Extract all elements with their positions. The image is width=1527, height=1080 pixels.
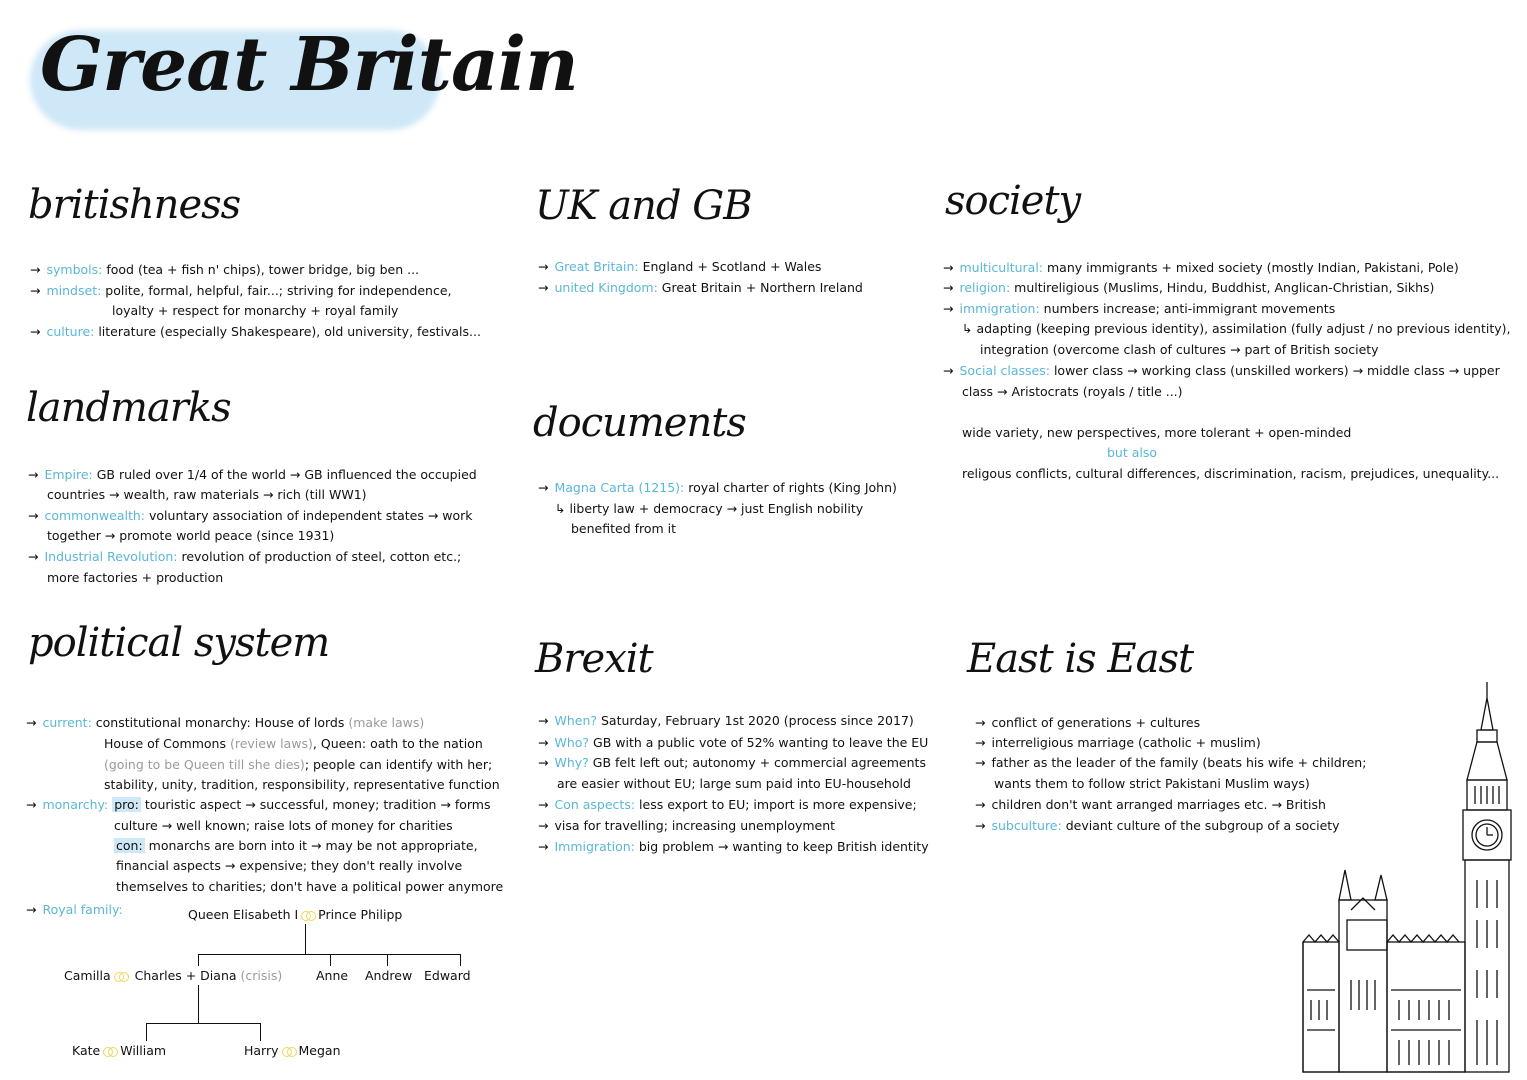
society-conflicts: religous conflicts, cultural differences, discrimination, racism, prejudices, unequality...: [962, 466, 1500, 481]
east-item-4: → children don't want arranged marriages etc. → British: [975, 797, 1326, 812]
landmarks-empire: → Empire: GB ruled over 1/4 of the world → GB influenced the occupied: [28, 467, 477, 482]
tree-line: [260, 1023, 261, 1041]
society-religion: → religion: multireligious (Muslims, Hindu, Buddhist, Anglican-Christian, Sikhs): [943, 280, 1435, 295]
landmarks-commonwealth: → commonwealth: voluntary association of independent states → work: [28, 508, 473, 523]
tree-edward: Edward: [424, 968, 471, 983]
page-title: Great Britain: [40, 22, 578, 108]
tree-william: Kate William: [72, 1043, 167, 1058]
ukgb-united-kingdom: → united Kingdom: Great Britain + Northern Ireland: [538, 280, 863, 295]
documents-magna-carta-2: ↳ liberty law + democracy → just English nobility: [555, 501, 864, 516]
title-block: [22, 18, 596, 112]
documents-magna-carta-3: benefited from it: [571, 521, 677, 536]
heading-political-system: political system: [28, 620, 330, 666]
political-pro-2: culture → well known; raise lots of money for charities: [114, 818, 453, 833]
landmarks-commonwealth-2: together → promote world peace (since 1931): [47, 528, 335, 543]
society-but-also: but also: [1107, 445, 1158, 460]
britishness-symbols: → symbols: food (tea + fish n' chips), tower bridge, big ben ...: [30, 262, 420, 277]
tree-line: [146, 1023, 147, 1041]
east-item-1: → conflict of generations + cultures: [975, 715, 1201, 730]
east-item-3b: wants them to follow strict Pakistani Muslim ways): [994, 776, 1310, 791]
political-monarchy-pro: → monarchy: pro: touristic aspect → successful, money; tradition → forms: [26, 797, 491, 812]
wedding-rings-icon: [103, 1047, 117, 1056]
tree-line: [198, 954, 199, 966]
political-con: con: monarchs are born into it → may be not appropriate,: [116, 838, 478, 853]
tree-line: [198, 954, 460, 955]
tree-anne: Anne: [316, 968, 349, 983]
brexit-why: → Why? GB felt left out; autonomy + commercial agreements: [538, 755, 926, 770]
brexit-when: → When? Saturday, February 1st 2020 (process since 2017): [538, 713, 914, 728]
tree-andrew: Andrew: [365, 968, 413, 983]
britishness-mindset-2: loyalty + respect for monarchy + royal family: [112, 303, 399, 318]
political-royal-family: → Royal family:: [26, 902, 123, 917]
society-immigration-2: ↳ adapting (keeping previous identity), assimilation (fully adjust / no previous identity),: [962, 321, 1511, 336]
heading-society: society: [945, 178, 1081, 224]
brexit-con: → Con aspects: less export to EU; import is more expensive;: [538, 797, 917, 812]
tree-queen: Queen Elisabeth I Prince Philipp: [188, 907, 403, 922]
heading-brexit: Brexit: [535, 636, 653, 682]
landmarks-industrial: → Industrial Revolution: revolution of production of steel, cotton etc.;: [28, 549, 462, 564]
brexit-who: → Who? GB with a public vote of 52% wanting to leave the EU: [538, 735, 929, 750]
tree-line: [146, 1023, 261, 1024]
tree-line: [460, 954, 461, 966]
heading-uk-and-gb: UK and GB: [535, 183, 752, 229]
tree-line: [330, 954, 331, 966]
wedding-rings-icon: [301, 911, 315, 920]
brexit-immigration: → Immigration: big problem → wanting to keep British identity: [538, 839, 929, 854]
society-classes-2: class → Aristocrats (royals / title ...): [962, 384, 1183, 399]
heading-landmarks: landmarks: [26, 385, 231, 431]
east-item-2: → interreligious marriage (catholic + muslim): [975, 735, 1261, 750]
society-wide-variety: wide variety, new perspectives, more tolerant + open-minded: [962, 425, 1352, 440]
documents-magna-carta: → Magna Carta (1215): royal charter of rights (King John): [538, 480, 897, 495]
society-immigration: → immigration: numbers increase; anti-immigrant movements: [943, 301, 1336, 316]
wedding-rings-icon: [114, 972, 128, 981]
society-multicultural: → multicultural: many immigrants + mixed society (mostly Indian, Pakistani, Pole): [943, 260, 1459, 275]
political-con-3: themselves to charities; don't have a political power anymore: [116, 879, 504, 894]
landmarks-industrial-2: more factories + production: [47, 570, 224, 585]
society-classes: → Social classes: lower class → working class (unskilled workers) → middle class → upper: [943, 363, 1500, 378]
political-stability: stability, unity, tradition, responsibility, representative function: [104, 777, 500, 792]
east-subculture: → subculture: deviant culture of the subgroup of a society: [975, 818, 1340, 833]
britishness-mindset: → mindset: polite, formal, helpful, fair...; striving for independence,: [30, 283, 452, 298]
political-commons: House of Commons (review laws), Queen: oath to the nation: [104, 736, 483, 751]
brexit-visa: → visa for travelling; increasing unemployment: [538, 818, 836, 833]
wedding-rings-icon: [282, 1047, 296, 1056]
tree-charles: Camilla Charles + Diana (crisis): [64, 968, 283, 983]
tree-harry: Harry Megan: [244, 1043, 341, 1058]
heading-documents: documents: [533, 400, 746, 446]
tree-line: [387, 954, 388, 966]
political-current: → current: constitutional monarchy: House of lords (make laws): [26, 715, 425, 730]
political-queen: (going to be Queen till she dies); people can identify with her;: [104, 757, 493, 772]
britishness-culture: → culture: literature (especially Shakespeare), old university, festivals...: [30, 324, 481, 339]
brexit-why-2: are easier without EU; large sum paid into EU-household: [557, 776, 911, 791]
ukgb-great-britain: → Great Britain: England + Scotland + Wales: [538, 259, 822, 274]
heading-britishness: britishness: [28, 182, 241, 228]
tree-line: [305, 924, 306, 954]
society-immigration-3: integration (overcome clash of cultures → part of British society: [980, 342, 1379, 357]
heading-east-is-east: East is East: [967, 636, 1194, 682]
tree-line: [198, 985, 199, 1023]
landmarks-empire-2: countries → wealth, raw materials → rich (till WW1): [47, 487, 367, 502]
political-con-2: financial aspects → expensive; they don't really involve: [116, 858, 463, 873]
east-item-3: → father as the leader of the family (beats his wife + children;: [975, 755, 1367, 770]
big-ben-illustration: [1295, 680, 1520, 1075]
